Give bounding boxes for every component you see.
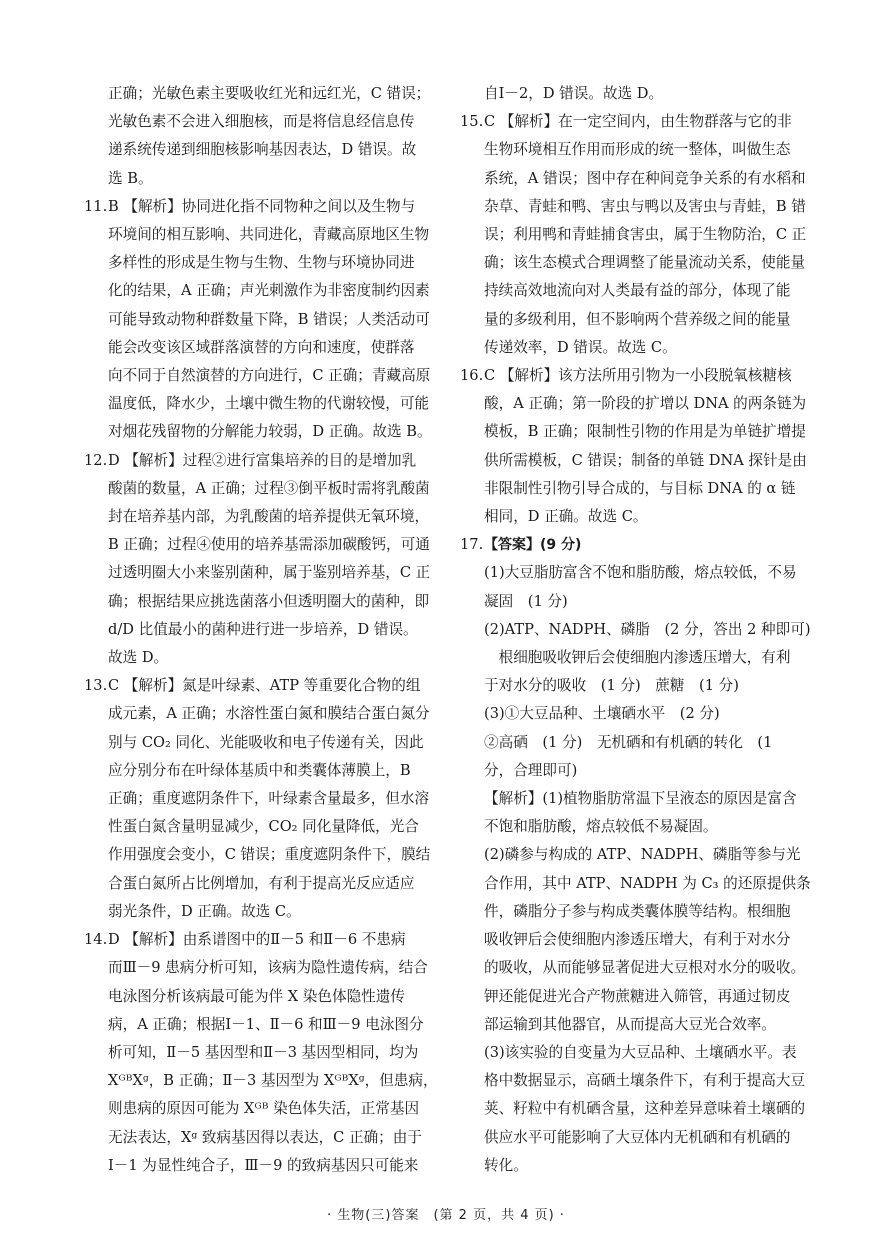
text-line: 正确；光敏色素主要吸收红光和远红光，C 错误；	[108, 85, 431, 102]
text-line: 吸收钾后会使细胞内渗透压增大，有利于对水分	[484, 931, 791, 949]
answer-item-16	[460, 362, 812, 531]
text-line: 不饱和脂肪酸，熔点较低不易凝固。	[484, 818, 718, 836]
text-line: 病，A 正确；根据Ⅰ－1、Ⅱ－6 和Ⅲ－9 电泳图分	[108, 1015, 424, 1033]
text-line: 酸菌的数量，A 正确；过程③倒平板时需将乳酸菌	[108, 479, 430, 497]
text-line: 化的结果，A 正确；声光刺激作为非密度制约因素	[108, 282, 430, 300]
text-line: 量的多级利用，但不影响两个营养级之间的能量	[484, 310, 791, 328]
text-line: D 【解析】由系谱图中的Ⅱ－5 和Ⅱ－6 不患病	[108, 931, 406, 949]
text-line: 非限制性引物引导合成的，与目标 DNA 的 α 链	[484, 479, 796, 497]
text-line: 【解析】(1)植物脂肪常温下呈液态的原因是富含	[484, 790, 797, 808]
continuation-block	[460, 80, 812, 108]
text-line: 误；利用鸭和青蛙捕食害虫，属于生物防治，C 正	[484, 226, 807, 244]
text-line: (1)大豆脂肪富含不饱和脂肪酸，熔点较低，不易	[484, 564, 797, 582]
text-line: 光敏色素不会进入细胞核，而是将信息经信息传	[108, 113, 415, 131]
text-line: 应分别分布在叶绿体基质中和类囊体薄膜上，B	[108, 761, 411, 779]
text-line: 合作用，其中 ATP、NADPH 为 C₃ 的还原提供条	[484, 874, 811, 892]
question-number: 13.	[84, 677, 108, 695]
answer-text	[484, 559, 812, 1179]
text-line: C 【解析】在一定空间内，由生物群落与它的非	[484, 113, 792, 131]
text-line: 部运输到其他器官，从而提高大豆光合效率。	[484, 1015, 776, 1033]
text-line: ②高硒 (1 分) 无机硒和有机硒的转化 (1	[484, 733, 773, 751]
question-number: 16.	[460, 367, 484, 385]
text-line: 弱光条件，D 正确。故选 C。	[108, 902, 301, 920]
text-line: 向不同于自然演替的方向进行，C 正确；青藏高原	[108, 367, 431, 385]
text-line: 于对水分的吸收 (1 分) 蔗糖 (1 分)	[484, 677, 739, 695]
text-line: 递系统传递到细胞核影响基因表达，D 错误。故	[108, 141, 417, 159]
question-number: 14.	[84, 931, 108, 949]
text-line: B 【解析】协同进化指不同物种之间以及生物与	[108, 197, 416, 215]
text-line: 供应水平可能影响了大豆体内无机硒和有机硒的	[484, 1128, 791, 1146]
answer-item-14	[84, 926, 456, 1180]
text-line: 可能导致动物种群数量下降，B 错误；人类活动可	[108, 310, 430, 328]
text-line: 自Ⅰ－2，D 错误。故选 D。	[484, 85, 664, 102]
text-line: 格中数据显示，高硒土壤条件下，有利于提高大豆	[484, 1072, 806, 1090]
text-line: 模板，B 正确；限制性引物的作用是为单链扩增提	[484, 423, 806, 441]
text-line: 确；该生态模式合理调整了能量流动关系，使能量	[484, 254, 806, 272]
text-line: 别与 CO₂ 同化、光能吸收和电子传递有关，因此	[108, 733, 424, 751]
text-line: C 【解析】该方法所用引物为一小段脱氧核糖核	[484, 367, 792, 385]
text-line: 酸，A 正确；第一阶段的扩增以 DNA 的两条链为	[484, 395, 807, 413]
text-line: 而Ⅲ－9 患病分析可知，该病为隐性遗传病，结合	[108, 959, 428, 977]
text-line: (3)①大豆品种、土壤硒水平 (2 分)	[484, 705, 720, 723]
text-line: 的吸收，从而能够显著促进大豆根对水分的吸收。	[484, 959, 806, 977]
text-line: 性蛋白氮含量明显减少，CO₂ 同化量降低，光合	[108, 818, 419, 836]
text-line: 供所需模板，C 错误；制备的单链 DNA 探针是由	[484, 451, 807, 469]
text-line: 析可知，Ⅱ－5 基因型和Ⅱ－3 基因型相同，均为	[108, 1043, 419, 1061]
text-line: 环境间的相互影响、共同进化，青藏高原地区生物	[108, 226, 430, 244]
answer-text	[108, 193, 456, 447]
text-line: 电泳图分析该病最可能为伴 X 染色体隐性遗传	[108, 987, 405, 1005]
text-line: 根细胞吸收钾后会使细胞内渗透压增大，有利	[484, 649, 791, 667]
answer-item-12	[84, 447, 456, 673]
question-number: 15.	[460, 113, 484, 131]
text-line: (2)ATP、NADPH、磷脂 (2 分，答出 2 种即可)	[484, 620, 811, 638]
text-line: 分，合理即可)	[484, 761, 578, 779]
text-line: 温度低，降水少，土壤中微生物的代谢较慢，可能	[108, 395, 430, 413]
right-column	[460, 80, 812, 1180]
text-line: 无法表达，Xᵍ 致病基因得以表达，C 正确；由于	[108, 1128, 422, 1146]
text-line: 能会改变该区域群落演替的方向和速度，使群落	[108, 338, 415, 356]
text-line: C 【解析】氮是叶绿素、ATP 等重要化合物的组	[108, 677, 421, 695]
text-line: 对烟花残留物的分解能力较弱，D 正确。故选 B。	[108, 423, 432, 441]
text-line: 选 B。	[108, 169, 153, 187]
answer-item-11	[84, 193, 456, 447]
left-column	[84, 80, 456, 1180]
text-line: 确；根据结果应挑选菌落小但透明圈大的菌种，即	[108, 592, 430, 610]
text-line: 封在培养基内部，为乳酸菌的培养提供无氧环境，	[108, 508, 430, 526]
question-number: 12.	[84, 451, 108, 469]
text-line: 凝固 (1 分)	[484, 592, 568, 610]
text-line: 传递效率，D 错误。故选 C。	[484, 338, 677, 356]
text-line: 则患病的原因可能为 Xᴳᴮ 染色体失活，正常基因	[108, 1100, 420, 1118]
text-line: 转化。	[484, 1156, 528, 1174]
text-line: 钾还能促进光合产物蔗糖进入筛管，再通过韧皮	[484, 987, 791, 1005]
text-line: 作用强度会变小，C 错误；重度遮阴条件下，膜结	[108, 846, 431, 864]
text-line: D 【解析】过程②进行富集培养的目的是增加乳	[108, 451, 417, 469]
text-line: 相同，D 正确。故选 C。	[484, 508, 648, 526]
text-line: 合蛋白氮所占比例增加，有利于提高光反应适应	[108, 874, 415, 892]
text-line: (2)磷参与构成的 ATP、NADPH、磷脂等参与光	[484, 846, 801, 864]
text-line: B 正确；过程④使用的培养基需添加碳酸钙，可通	[108, 536, 430, 554]
text-line: (3)该实验的自变量为大豆品种、土壤硒水平。表	[484, 1043, 797, 1061]
text-line: 正确；重度遮阴条件下，叶绿素含量最多，但水溶	[108, 790, 430, 808]
text-line: 持续高效地流向对人类最有益的部分，体现了能	[484, 282, 791, 300]
text-line: 故选 D。	[108, 649, 169, 667]
text-line: 系统，A 错误；图中存在种间竞争关系的有水稻和	[484, 169, 806, 187]
text-line: 荚、籽粒中有机硒含量，这种差异意味着土壤硒的	[484, 1100, 806, 1118]
text-line: 成元素，A 正确；水溶性蛋白氮和膜结合蛋白氮分	[108, 705, 430, 723]
text-line: 过透明圈大小来鉴别菌种，属于鉴别培养基，C 正	[108, 564, 431, 582]
continuation-block	[84, 80, 456, 193]
answer-text	[484, 108, 812, 362]
answer-item-17	[460, 531, 812, 1180]
answer-item-15	[460, 108, 812, 362]
text-line: d/D 比值最小的菌种进行进一步培养，D 错误。	[108, 620, 418, 638]
text-line: 多样性的形成是生物与生物、生物与环境协同进	[108, 254, 415, 272]
text-line: 生物环境相互作用而形成的统一整体，叫做生态	[484, 141, 791, 159]
answer-item-13	[84, 672, 456, 926]
question-number: 11.	[84, 197, 108, 215]
answer-text	[484, 362, 812, 531]
answer-text	[108, 447, 456, 673]
answer-text	[108, 672, 456, 926]
text-line: Ⅰ－1 为显性纯合子，Ⅲ－9 的致病基因只可能来	[108, 1156, 419, 1174]
answer-text	[108, 926, 456, 1180]
page-footer: · 生物(三)答案 (第 2 页，共 4 页) ·	[327, 1208, 565, 1223]
answer-header: 【答案】(9 分)	[484, 537, 582, 554]
text-line: XᴳᴮXᵍ，B 正确；Ⅱ－3 基因型为 XᴳᴮXᵍ，但患病，	[108, 1072, 438, 1090]
text-line: 杂草、青蛙和鸭、害虫与鸭以及害虫与青蛙，B 错	[484, 197, 806, 215]
question-number: 17.	[460, 536, 484, 554]
text-line: 件，磷脂分子参与构成类囊体膜等结构。根细胞	[484, 902, 791, 920]
